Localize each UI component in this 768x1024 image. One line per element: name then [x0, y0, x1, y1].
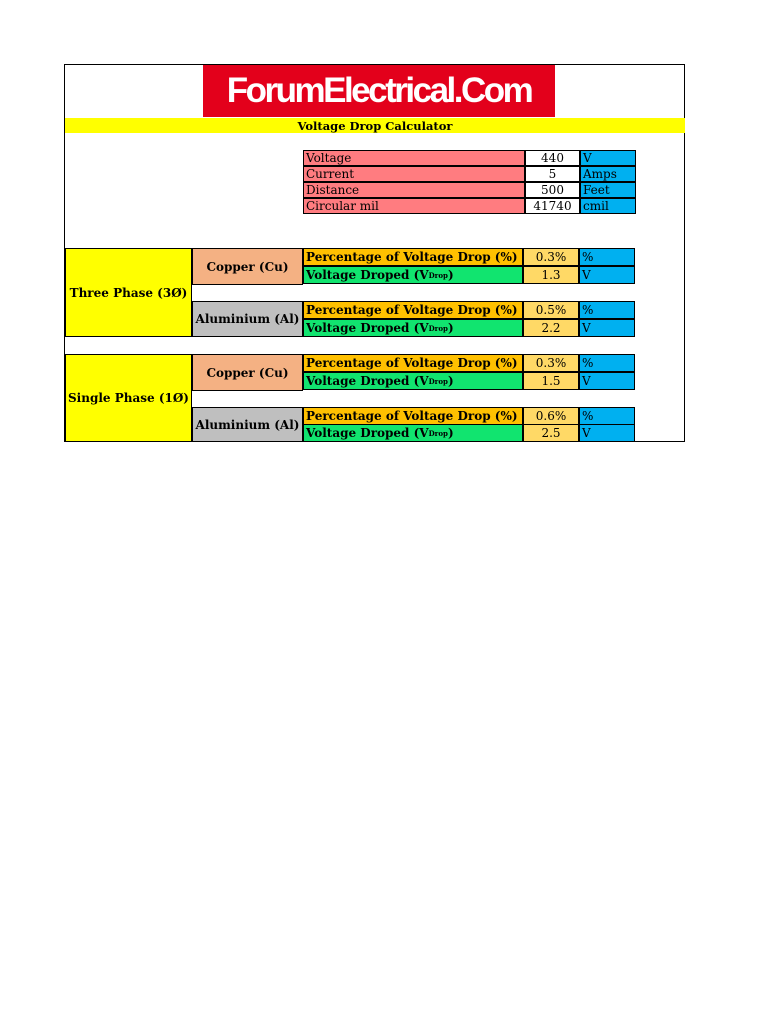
input-label: Circular mil: [303, 198, 525, 214]
voltage-unit: V: [579, 266, 635, 284]
voltage-drop-label: Voltage Droped (V Drop ): [303, 266, 523, 284]
calculator-sheet: [64, 64, 685, 442]
input-row-voltage: [303, 150, 636, 166]
result-row: [303, 301, 635, 319]
input-label: Current: [303, 166, 525, 182]
result-row: [303, 248, 635, 266]
pct-drop-value: 0.3%: [523, 354, 579, 372]
pct-drop-value: 0.6%: [523, 407, 579, 425]
voltage-unit: V: [579, 319, 635, 337]
three-phase-label: Three Phase (3Ø): [65, 248, 192, 337]
voltage-drop-value: 1.5: [523, 372, 579, 390]
pct-unit: %: [579, 301, 635, 319]
result-row: [303, 372, 635, 390]
voltage-drop-label: Voltage Droped (V Drop ): [303, 319, 523, 337]
result-row: [303, 354, 635, 372]
result-row: [303, 319, 635, 337]
three-phase-aluminium-label: Aluminium (Al): [192, 301, 303, 337]
input-label: Voltage: [303, 150, 525, 166]
pct-drop-label: Percentage of Voltage Drop (%): [303, 301, 523, 319]
input-row-distance: [303, 182, 636, 198]
pct-drop-label: Percentage of Voltage Drop (%): [303, 248, 523, 266]
input-label: Distance: [303, 182, 525, 198]
voltage-unit: V: [579, 424, 635, 442]
result-row: [303, 407, 635, 425]
single-phase-copper-label: Copper (Cu): [192, 354, 303, 391]
distance-input[interactable]: 500: [525, 182, 580, 198]
circular-mil-input[interactable]: 41740: [525, 198, 580, 214]
result-row: [303, 424, 635, 442]
pct-drop-value: 0.5%: [523, 301, 579, 319]
three-phase-copper-label: Copper (Cu): [192, 248, 303, 285]
input-row-circular-mil: [303, 198, 636, 214]
pct-drop-value: 0.3%: [523, 248, 579, 266]
voltage-unit: V: [579, 372, 635, 390]
voltage-drop-value: 2.5: [523, 424, 579, 442]
voltage-drop-label: Voltage Droped (V Drop ): [303, 424, 523, 442]
page-title: Voltage Drop Calculator: [65, 118, 685, 133]
brand-logo: ForumElectrical.Com: [203, 65, 555, 117]
pct-unit: %: [579, 354, 635, 372]
input-unit: Amps: [580, 166, 636, 182]
pct-unit: %: [579, 407, 635, 425]
voltage-drop-value: 1.3: [523, 266, 579, 284]
input-unit: Feet: [580, 182, 636, 198]
result-row: [303, 266, 635, 284]
single-phase-aluminium-label: Aluminium (Al): [192, 407, 303, 442]
input-row-current: [303, 166, 636, 182]
voltage-drop-label: Voltage Droped (V Drop ): [303, 372, 523, 390]
pct-unit: %: [579, 248, 635, 266]
input-unit: V: [580, 150, 636, 166]
current-input[interactable]: 5: [525, 166, 580, 182]
single-phase-label: Single Phase (1Ø): [65, 354, 192, 442]
pct-drop-label: Percentage of Voltage Drop (%): [303, 407, 523, 425]
voltage-drop-value: 2.2: [523, 319, 579, 337]
input-unit: cmil: [580, 198, 636, 214]
input-table: [303, 150, 636, 214]
pct-drop-label: Percentage of Voltage Drop (%): [303, 354, 523, 372]
voltage-input[interactable]: 440: [525, 150, 580, 166]
